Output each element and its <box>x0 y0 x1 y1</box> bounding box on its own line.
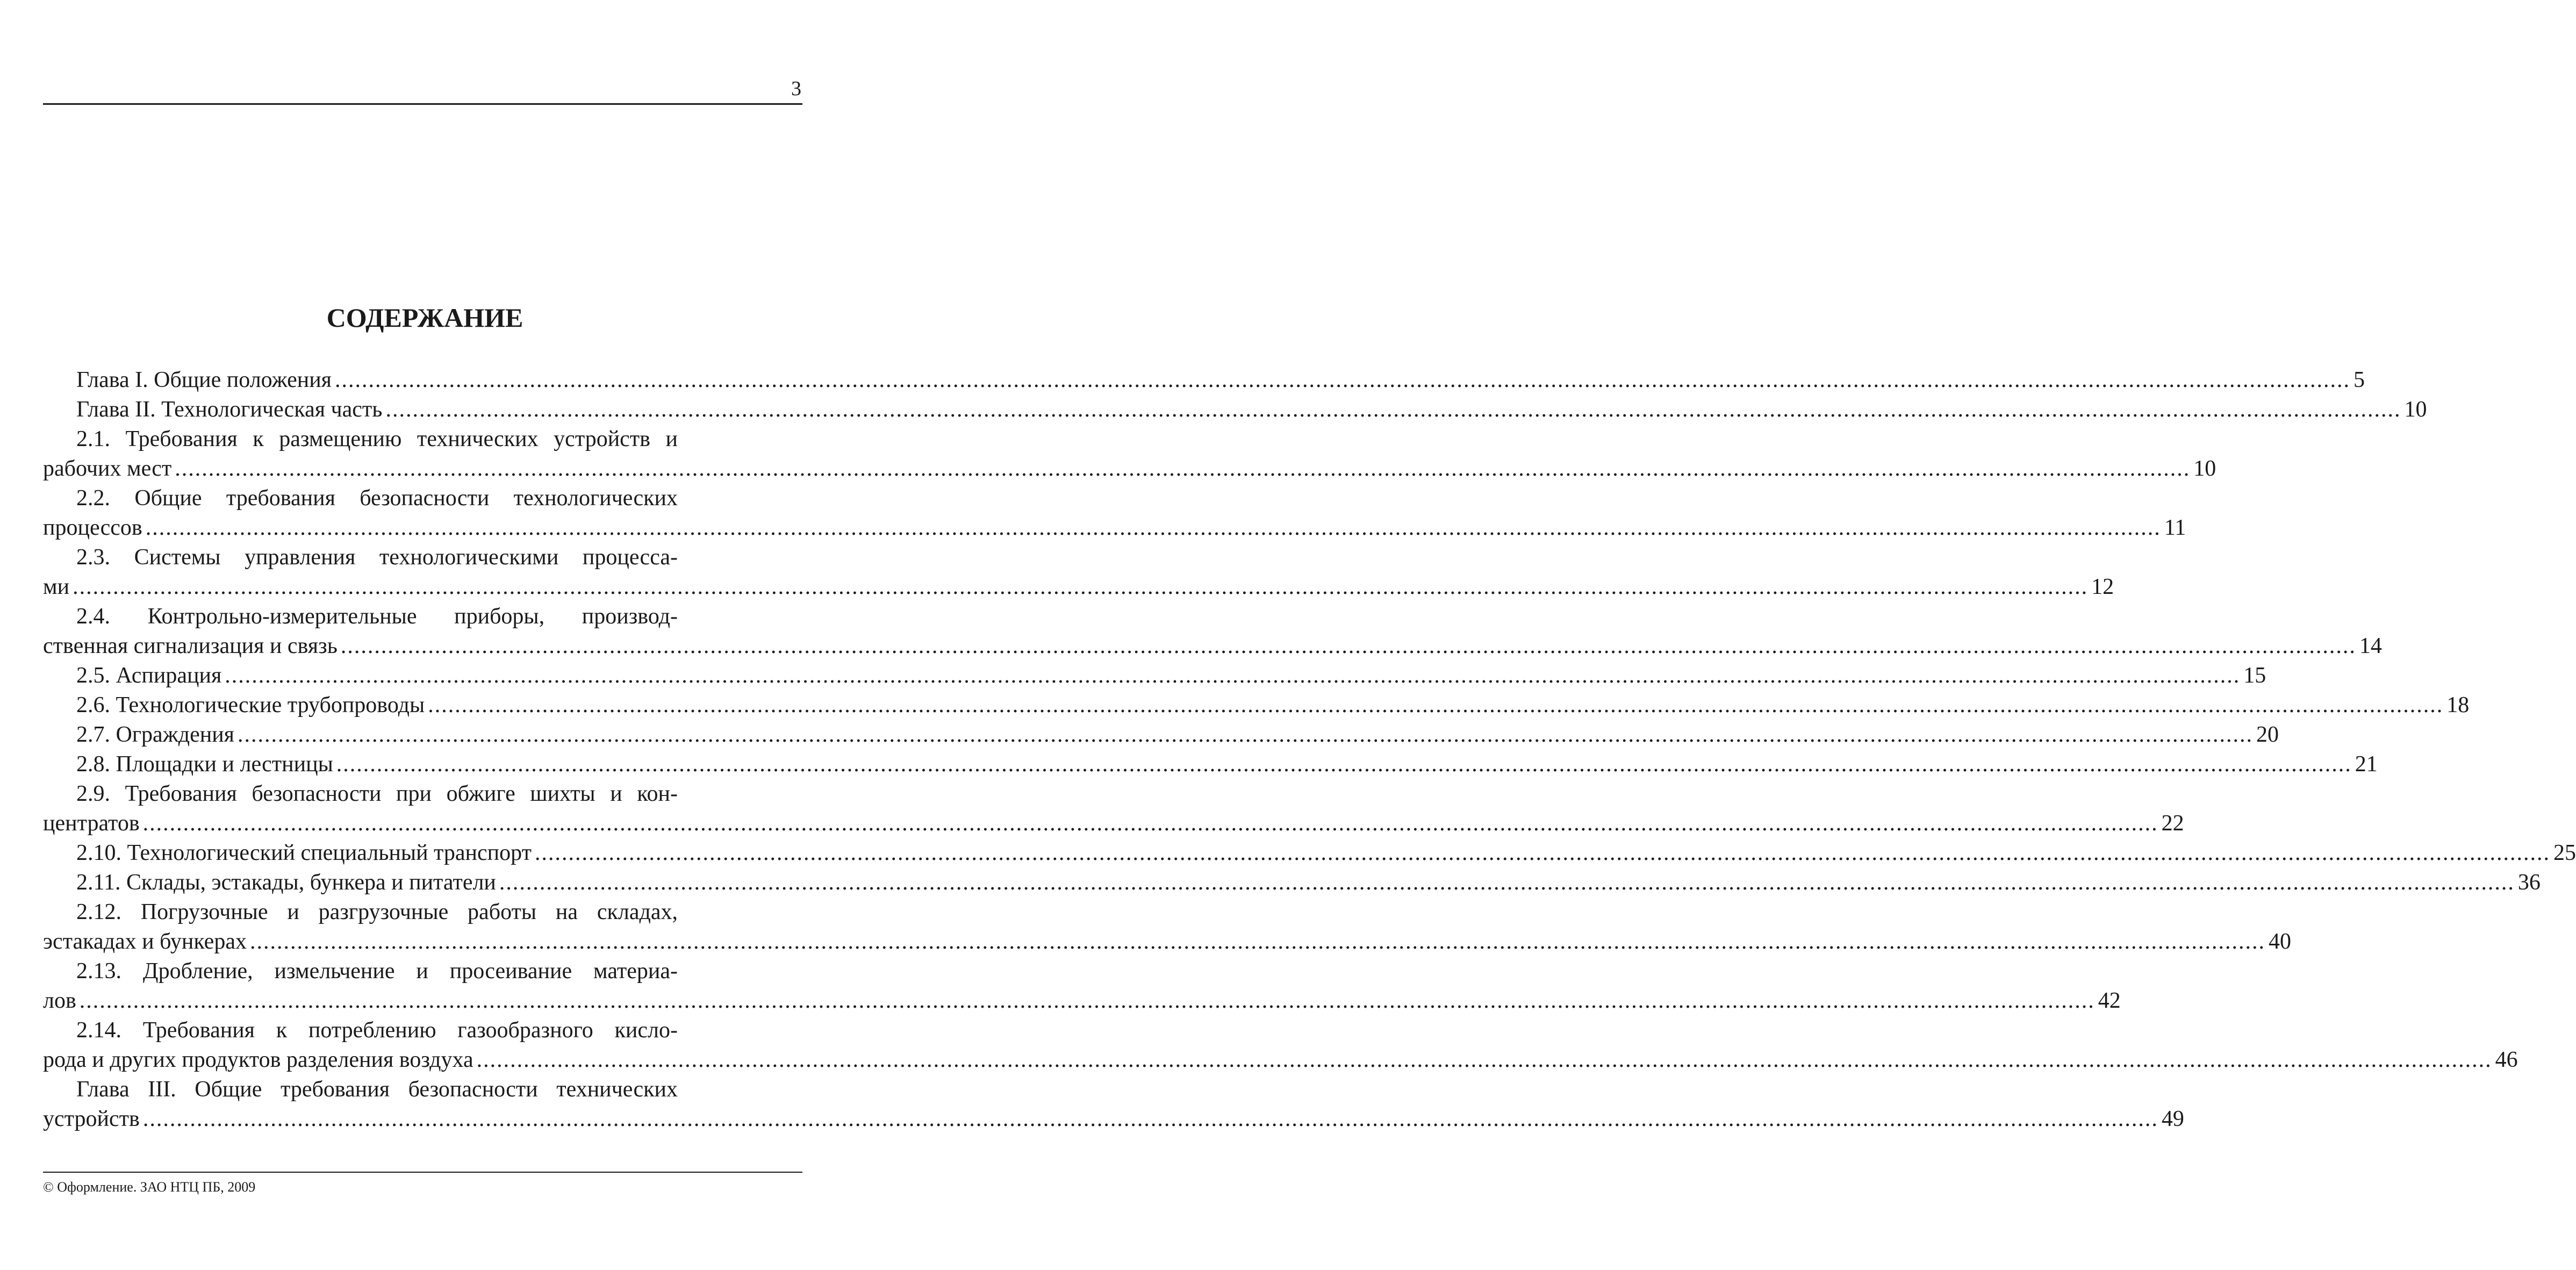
toc-entry-text: процессов <box>43 515 142 540</box>
toc-entry-line <box>43 1104 2184 1134</box>
dot-leader: ............................................................................................................................................................................................................................................................................................................ <box>340 634 2356 658</box>
dot-leader: ............................................................................................................................................................................................................................................................................................................ <box>499 870 2515 895</box>
dot-leader: ............................................................................................................................................................................................................................................................................................................ <box>335 368 2351 392</box>
toc-page-number: 11 <box>2164 515 2186 540</box>
toc-entry[interactable] <box>43 957 2121 1016</box>
toc-entry-line <box>43 572 2114 602</box>
dot-leader: ............................................................................................................................................................................................................................................................................................................ <box>145 515 2161 540</box>
dot-leader: ............................................................................................................................................................................................................................................................................................................ <box>336 752 2352 777</box>
dot-leader: ............................................................................................................................................................................................................................................................................................................ <box>142 1107 2158 1131</box>
toc-entry-text: 2.10. Технологический специальный транспорт <box>76 841 532 865</box>
toc-entry-text: 2.11. Склады, эстакады, бункера и питатели <box>76 870 496 895</box>
toc-entry-line <box>43 720 2279 750</box>
dot-leader: ............................................................................................................................................................................................................................................................................................................ <box>428 693 2444 717</box>
toc-entry-text: 2.8. Площадки и лестницы <box>76 752 333 777</box>
toc-entry-line <box>43 454 2216 484</box>
toc-entry-text: Глава I. Общие положения <box>76 368 332 392</box>
toc-page-number: 46 <box>2495 1047 2518 1072</box>
toc-entry-text: рода и других продуктов разделения воздуха <box>43 1047 473 1072</box>
toc-page-number: 22 <box>2161 811 2184 836</box>
toc-entry-text: 2.9. Требования безопасности при обжиге шихты и кон- <box>76 781 678 806</box>
dot-leader: ............................................................................................................................................................................................................................................................................................................ <box>385 397 2401 422</box>
toc-entry-text: ми <box>43 575 70 599</box>
toc-entry[interactable] <box>43 750 2378 779</box>
toc-entry-line <box>43 632 2382 661</box>
toc-page-number: 25 <box>2553 841 2576 865</box>
toc-entry[interactable] <box>43 838 2576 868</box>
toc-entry[interactable] <box>43 484 2186 543</box>
toc-entry-text: Глава II. Технологическая часть <box>76 397 383 422</box>
dot-leader: ............................................................................................................................................................................................................................................................................................................ <box>142 811 2158 836</box>
toc-page-number: 10 <box>2404 397 2427 422</box>
toc-page-number: 36 <box>2517 870 2541 895</box>
toc-entry-text: 2.6. Технологические трубопроводы <box>76 693 425 717</box>
toc-entry-line <box>43 868 2541 898</box>
toc-entry-line <box>43 395 2427 425</box>
toc-entry-text: эстакадах и бункерах <box>43 929 247 954</box>
toc-entry[interactable] <box>43 691 2470 720</box>
dot-leader: ............................................................................................................................................................................................................................................................................................................ <box>225 663 2241 688</box>
toc-entry[interactable] <box>43 365 2365 395</box>
dot-leader: ............................................................................................................................................................................................................................................................................................................ <box>175 456 2191 481</box>
toc-page-number: 18 <box>2446 693 2470 717</box>
toc-entry-line <box>43 750 2378 779</box>
toc-entry[interactable] <box>43 543 2114 602</box>
toc-entry-line <box>43 838 2576 868</box>
toc-page-number: 10 <box>2193 456 2216 481</box>
toc-entry[interactable] <box>43 720 2279 750</box>
toc-entry[interactable] <box>43 602 2382 661</box>
dot-leader: ............................................................................................................................................................................................................................................................................................................ <box>79 988 2095 1013</box>
toc-page-number: 20 <box>2256 722 2279 747</box>
toc-entry-line <box>43 986 2121 1016</box>
header-rule <box>43 103 802 105</box>
dot-leader: ............................................................................................................................................................................................................................................................................................................ <box>73 575 2089 599</box>
toc-entry-text: центратов <box>43 811 140 836</box>
toc-entry[interactable] <box>43 898 2291 957</box>
toc-entry-text: 2.4. Контрольно-измерительные приборы, производ- <box>76 604 678 629</box>
toc-page-number: 15 <box>2243 663 2266 688</box>
page-number: 3 <box>791 77 801 100</box>
toc-entry[interactable] <box>43 868 2541 898</box>
toc-entry-text: рабочих мест <box>43 456 172 481</box>
toc-page-number: 12 <box>2091 575 2114 599</box>
toc-entry-text: Глава III. Общие требования безопасности технических <box>76 1077 678 1102</box>
toc-page-number: 40 <box>2268 929 2291 954</box>
toc-entry-line <box>43 513 2186 543</box>
copyright-footer: © Оформление. ЗАО НТЦ ПБ, 2009 <box>43 1179 256 1195</box>
toc-entry[interactable] <box>43 395 2427 425</box>
toc-entry-line <box>43 1045 2518 1075</box>
toc-entry[interactable] <box>43 1075 2184 1134</box>
table-of-contents <box>43 365 2576 1134</box>
toc-page-number: 5 <box>2353 368 2365 392</box>
toc-entry-text: лов <box>43 988 76 1013</box>
toc-entry-text: 2.12. Погрузочные и разгрузочные работы на складах, <box>76 900 678 924</box>
footer-rule <box>43 1172 802 1173</box>
toc-entry-text: 2.1. Требования к размещению технических устройств и <box>76 427 678 451</box>
toc-entry-line <box>43 661 2266 691</box>
toc-entry[interactable] <box>43 425 2216 484</box>
toc-entry-text: 2.14. Требования к потреблению газообразного кисло- <box>76 1018 678 1043</box>
dot-leader: ............................................................................................................................................................................................................................................................................................................ <box>238 722 2253 747</box>
toc-entry-text: 2.3. Системы управления технологическими процесса- <box>76 545 678 570</box>
toc-entry-text: 2.2. Общие требования безопасности технологических <box>76 486 678 511</box>
toc-entry-line <box>43 809 2184 838</box>
toc-entry-text: 2.7. Ограждения <box>76 722 234 747</box>
toc-entry[interactable] <box>43 1016 2518 1075</box>
toc-entry-text: 2.13. Дробление, измельчение и просеивание материа- <box>76 959 678 984</box>
toc-page-number: 49 <box>2161 1107 2184 1131</box>
toc-entry[interactable] <box>43 661 2266 691</box>
toc-title: СОДЕРЖАНИЕ <box>326 303 523 333</box>
dot-leader: ............................................................................................................................................................................................................................................................................................................ <box>476 1047 2492 1072</box>
toc-entry[interactable] <box>43 779 2184 838</box>
toc-entry-line <box>43 365 2365 395</box>
toc-page-number: 42 <box>2098 988 2121 1013</box>
toc-entry-line <box>43 927 2291 957</box>
toc-page-number: 21 <box>2355 752 2378 777</box>
dot-leader: ............................................................................................................................................................................................................................................................................................................ <box>249 929 2265 954</box>
toc-entry-text: 2.5. Аспирация <box>76 663 222 688</box>
toc-entry-text: ственная сигнализация и связь <box>43 634 338 658</box>
toc-entry-line <box>43 691 2470 720</box>
dot-leader: ............................................................................................................................................................................................................................................................................................................ <box>534 841 2550 865</box>
toc-entry-text: устройств <box>43 1107 140 1131</box>
toc-page-number: 14 <box>2359 634 2382 658</box>
